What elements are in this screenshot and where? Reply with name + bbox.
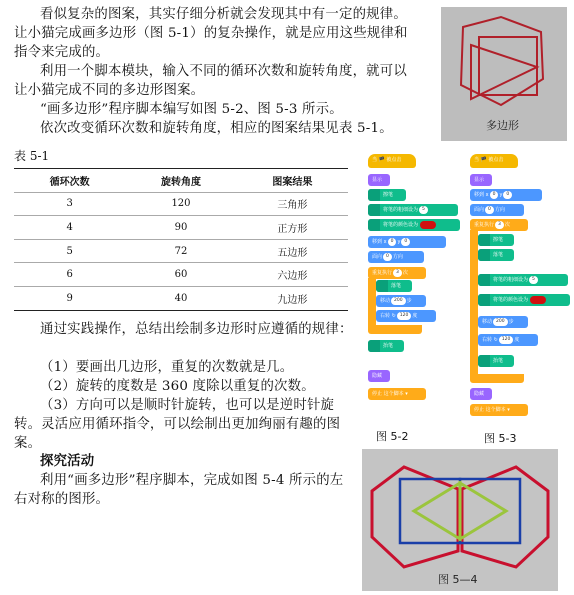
rule-2: （2）旋转的度数是 360 度除以重复的次数。 — [40, 379, 315, 394]
header-rotation-angle: 旋转角度 — [125, 169, 236, 193]
pen-icon — [478, 274, 490, 286]
stop-block[interactable]: 停止 这个脚本 ▾ — [470, 404, 528, 416]
paragraph-intro: 看似复杂的图案，其实仔细分析就会发现其中有一定的规律。让小猫完成画多边形（图 5-1）的复杂操作，就是应用这些规律和指令来完成的。 — [14, 7, 408, 60]
pen-icon — [376, 280, 388, 292]
set-pen-color-block[interactable]: 将笔的颜色设为 — [368, 219, 460, 231]
move-steps-block[interactable]: 移动 200 步 — [478, 316, 528, 328]
turn-right-block[interactable]: 右转 ↻ 120 度 — [376, 310, 436, 322]
repeat-block[interactable]: 重复执行 3 次 — [470, 219, 528, 231]
rule-3: （3）方向可以是顺时针旋转，也可以是逆时针旋转。灵活应用循环指令，可以绘制出更加绚丽有趣的图案。 — [14, 398, 341, 451]
move-steps-block[interactable]: 移动 200 步 — [376, 295, 426, 307]
repeat-end — [368, 325, 422, 334]
hide-block[interactable]: 隐藏 — [368, 370, 390, 382]
figure-5-4-photo — [362, 449, 558, 591]
header-loop-count: 循环次数 — [14, 169, 125, 193]
paragraph-summary: 通过实践操作，总结出绘制多边形时应遵循的规律： — [40, 322, 353, 337]
header-pattern-result: 图案结果 — [237, 169, 348, 193]
table-caption: 表 5-1 — [14, 149, 50, 163]
pen-up-block[interactable]: 抬笔 — [368, 340, 404, 352]
table-row: 5 72 五边形 — [14, 239, 348, 263]
figure-5-2-caption: 图 5-2 — [376, 430, 409, 443]
paragraph-explore: 利用“画多边形”程序脚本，完成如图 5-4 所示的左右对称的图形。 — [14, 473, 344, 507]
figure-5-3-caption: 图 5-3 — [484, 432, 517, 445]
paragraph-table-ref: 依次改变循环次数和旋转角度，相应的图案结果见表 5-1。 — [40, 121, 393, 136]
set-pen-size-block[interactable]: 将笔的粗细设为 5 — [368, 204, 458, 216]
pen-icon — [368, 219, 380, 231]
show-block[interactable]: 显示 — [470, 174, 492, 186]
pen-color-swatch[interactable] — [530, 296, 546, 304]
pen-color-swatch[interactable] — [420, 221, 436, 229]
figure-5-1-photo — [441, 7, 567, 141]
pen-icon — [478, 294, 490, 306]
table-row: 4 90 正方形 — [14, 216, 348, 240]
point-direction-block[interactable]: 面向 0 方向 — [470, 204, 524, 216]
goto-xy-block[interactable]: 移到 x 0 y 0 — [470, 189, 542, 201]
repeat-end — [470, 374, 524, 383]
when-flag-clicked-block[interactable]: 当 🏴 被点击 — [368, 154, 416, 168]
table-row: 9 40 九边形 — [14, 286, 348, 310]
erase-block[interactable]: 擦笔 — [478, 234, 514, 246]
pen-icon — [368, 340, 380, 352]
set-pen-size-block[interactable]: 将笔的粗细设为 5 — [478, 274, 568, 286]
pen-icon — [368, 204, 380, 216]
pen-icon — [478, 234, 490, 246]
pen-up-block[interactable]: 抬笔 — [478, 355, 514, 367]
pen-icon — [478, 249, 490, 261]
goto-xy-block[interactable]: 移到 x 0 y 0 — [368, 236, 446, 248]
stop-block[interactable]: 停止 这个脚本 ▾ — [368, 388, 426, 400]
erase-block[interactable]: 擦笔 — [368, 189, 406, 201]
rule-1: （1）要画出几边形，重复的次数就是几。 — [40, 360, 294, 375]
table-row: 3 120 三角形 — [14, 192, 348, 216]
paragraph-script-module: 利用一个脚本模块，输入不同的循环次数和旋转角度，就可以让小猫完成不同的多边形图案。 — [14, 64, 407, 98]
repeat-arm — [368, 278, 376, 326]
when-flag-clicked-block[interactable]: 当 🏴 被点击 — [470, 154, 518, 168]
set-pen-color-block[interactable]: 将笔的颜色设为 — [478, 294, 570, 306]
repeat-block[interactable]: 重复执行 3 次 — [368, 267, 426, 279]
pen-down-block[interactable]: 落笔 — [376, 280, 412, 292]
pen-icon — [478, 355, 490, 367]
figure-5-4-caption: 图 5—4 — [438, 573, 478, 586]
table-row: 6 60 六边形 — [14, 263, 348, 287]
show-block[interactable]: 显示 — [368, 174, 390, 186]
table-5-1 — [14, 168, 348, 311]
hide-block[interactable]: 隐藏 — [470, 388, 492, 400]
table-header-row — [14, 169, 348, 193]
symmetric-pattern-drawing — [362, 449, 558, 591]
figure-5-1-label: 多边形 — [486, 119, 519, 132]
turn-right-block[interactable]: 右转 ↻ 120 度 — [478, 334, 538, 346]
paragraph-script-ref: “画多边形”程序脚本编写如图 5-2、图 5-3 所示。 — [40, 102, 343, 117]
pen-down-block[interactable]: 落笔 — [478, 249, 514, 261]
figure-5-3-script — [468, 148, 572, 420]
explore-heading: 探究活动 — [40, 454, 95, 469]
point-direction-block[interactable]: 面向 0 方向 — [368, 251, 424, 263]
figure-5-2-script — [366, 148, 466, 420]
pen-icon — [368, 189, 380, 201]
repeat-arm — [470, 230, 478, 375]
